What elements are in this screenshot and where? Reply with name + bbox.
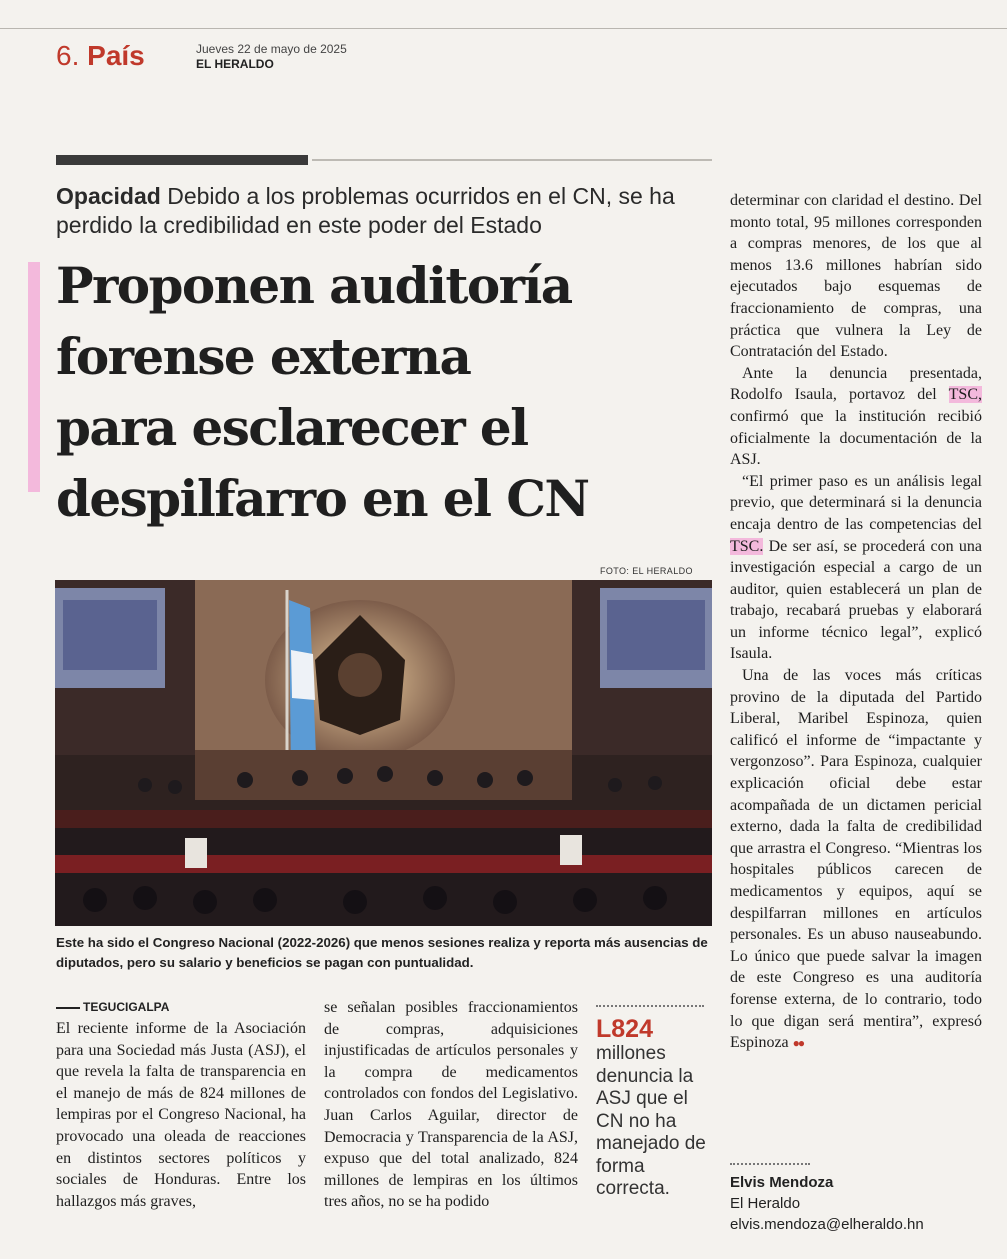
sidebox-text: millones denuncia la ASJ que el CN no ha manejado de forma correcta.: [596, 1043, 706, 1199]
byline: [730, 1172, 924, 1235]
paragraph-text: confirmó que la institución recibió oficialmente la documentación de la ASJ.: [730, 407, 982, 469]
photo-credit: FOTO: EL HERALDO: [600, 566, 693, 576]
page-number: 6.: [56, 40, 80, 71]
kicker-label: Opacidad: [56, 183, 161, 209]
byline-rule: [730, 1163, 810, 1165]
headline: [56, 250, 716, 534]
kicker-text: Debido a los problemas ocurridos en el CN, se ha perdido la credibilidad en este poder del Estado: [56, 183, 675, 238]
dateline-place: [56, 1000, 169, 1014]
highlighted-tsc: TSC.: [730, 537, 764, 555]
header-rule: [0, 28, 1007, 29]
article-column-1: [56, 1018, 306, 1212]
dateline-city: TEGUCIGALPA: [83, 1000, 170, 1014]
data-sidebox: [596, 1015, 706, 1201]
article-top-rule: [312, 159, 712, 161]
article-paragraph: se señalan posibles fraccionamientos de compras, adquisiciones injustificadas de artículos personales y la compra de medicamentos controlados con fondos del Legislativo. Juan Carlos Aguilar, director de Democracia y Transparencia de la ASJ, expuso que del total analizado, 824 millones de lempiras en los últimos tres años, no se ha podido: [324, 999, 578, 1211]
issue-dateline: [196, 42, 347, 72]
article-column-3: [730, 190, 982, 1055]
kicker: [56, 182, 706, 240]
headline-line: despilfarro en el CN: [56, 469, 589, 528]
headline-line: Proponen auditoría: [56, 256, 572, 315]
author-email: elvis.mendoza@elheraldo.hn: [730, 1216, 924, 1233]
congress-chamber-photo: [55, 580, 712, 926]
section-name: País: [87, 40, 145, 71]
sidebox-figure: L824: [596, 1015, 653, 1043]
paragraph-text: Una de las voces más críticas provino de la diputada del Partido Liberal, Maribel Espinoza, quien calificó el informe de “impactante y vergonzoso”. Para Espinoza, cualquier explicación oficial debe estar acompañada de un dictamen pericial externo, dada la falta de credibilidad que arrastra el Congreso. “Mientras los hospitales públicos carecen de medicamentos y equipos, aquí se despilfarran millones en artículos personales. Es un abuso nauseabundo. Lo único que puede salvar la imagen de este Congreso es una auditoría forense externa, de lo contrario, todo lo que digan será mentira”, expresó Espinoza: [730, 667, 982, 1052]
article-top-bar: [56, 155, 308, 165]
article-paragraph: [730, 471, 982, 665]
paragraph-text: “El primer paso es un análisis legal previo, que determinará si la denuncia encaja dentro de las competencias del: [730, 472, 982, 533]
author-name: Elvis Mendoza: [730, 1174, 834, 1191]
author-outlet: El Heraldo: [730, 1195, 801, 1212]
page-number-section: [56, 40, 145, 72]
article-paragraph: El reciente informe de la Asociación para una Sociedad más Justa (ASJ), el que revela la falta de transparencia en el manejo de más de 824 millones de lempiras por el Congreso Nacional, ha provocado una oleada de reacciones en distintos sectores políticos y sociales de Honduras. Entre los hallazgos más graves,: [56, 1020, 306, 1210]
headline-line: para esclarecer el: [56, 398, 528, 457]
paragraph-text: De ser así, se procederá con una investigación especial a cargo de un auditor, quien establecerá un plan de trabajo, recabará pruebas y elaborará un informe técnico legal”, explicó Isaula.: [730, 537, 982, 663]
highlighter-mark: [28, 262, 40, 492]
article-paragraph: [730, 363, 982, 471]
article-column-2: [324, 997, 578, 1213]
dateline-rule: [56, 1007, 80, 1009]
sidebox-rule: [596, 1005, 704, 1007]
publication-name: EL HERALDO: [196, 57, 274, 71]
headline-line: forense externa: [56, 327, 471, 386]
end-mark-icon: ●●: [792, 1036, 804, 1051]
photo-caption: Este ha sido el Congreso Nacional (2022-2026) que menos sesiones realiza y reporta más ausencias de diputados, pero su salario y beneficios se pagan con puntualidad.: [56, 935, 708, 970]
highlighted-tsc: TSC,: [948, 386, 982, 404]
paragraph-text: Ante la denuncia presentada, Rodolfo Isaula, portavoz del: [730, 364, 982, 404]
article-paragraph: [730, 665, 982, 1055]
article-paragraph: determinar con claridad el destino. Del monto total, 95 millones corresponden a compras menores, de los que al menos 13.6 millones habrían sido ejecutados bajo esquemas de fraccionamiento de compras, una práctica que vulnera la Ley de Contratación del Estado.: [730, 192, 982, 361]
issue-date: Jueves 22 de mayo de 2025: [196, 42, 347, 56]
